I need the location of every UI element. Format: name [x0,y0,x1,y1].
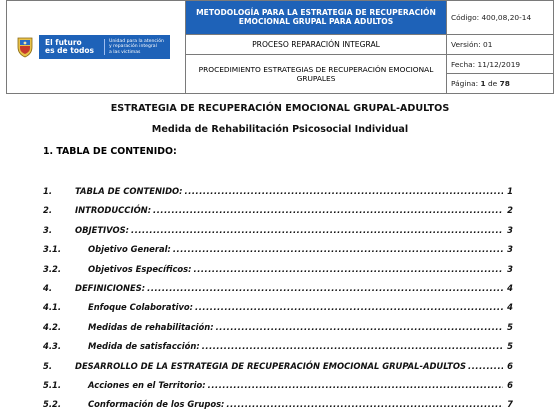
toc-entry[interactable] [43,205,513,224]
date-text: Fecha: 11/12/2019 [447,55,553,74]
toc-entry-label: Conformación de los Grupos: [88,399,225,410]
page-prefix: Página: [451,79,479,88]
toc-entry-number: 5. [43,360,53,371]
date-page-cell [447,55,554,94]
toc-entry-page: 2 [507,205,513,216]
toc-entry-number: 3.1. [43,244,62,255]
toc-leader-dots [202,341,503,351]
toc-leader-dots [468,361,503,371]
toc-entry-number: 3. [43,224,53,235]
logo-banner [39,35,170,59]
page-total: 78 [499,79,510,88]
toc-leader-dots [147,283,503,293]
document-main-title: ESTRATEGIA DE RECUPERACIÓN EMOCIONAL GRUPAL-ADULTOS [110,103,450,114]
toc-leader-dots [216,322,503,332]
toc-entry-number: 4. [43,282,53,293]
toc-entry-number: 4.1. [43,302,62,313]
toc-entry-number: 5.1. [43,379,62,390]
toc-entry-number: 5.2. [43,399,62,410]
toc-leader-dots [195,302,503,312]
toc-entry-page: 4 [507,282,513,293]
document-subtitle: Medida de Rehabilitación Psicosocial Individual [151,124,409,135]
toc-entry-number: 2. [43,205,53,216]
toc-entry[interactable] [43,244,513,263]
toc-entry-page: 3 [507,263,513,274]
toc-entry-number: 3.2. [43,263,62,274]
toc-entry-label: Enfoque Colaborativo: [88,302,194,313]
toc-leader-dots [185,186,503,196]
toc-leader-dots [131,225,503,235]
toc-entry-page: 6 [507,360,513,371]
toc-entry-number: 4.3. [43,341,62,352]
toc-entry-page: 7 [507,399,513,410]
toc-entry-label: DEFINICIONES: [75,282,146,293]
toc-entry[interactable] [43,361,513,380]
toc-entry[interactable] [43,341,513,360]
page-indicator [447,74,553,93]
toc-entry-page: 5 [507,321,513,332]
toc-entry-label: Objetivo General: [88,244,171,255]
logo-cell [7,1,186,94]
toc-entry[interactable] [43,186,513,205]
toc-leader-dots [208,380,503,390]
toc-entry-page: 3 [507,244,513,255]
toc-entry[interactable] [43,380,513,399]
toc-entry-page: 4 [507,302,513,313]
toc-entry-label: Objetivos Específicos: [88,263,192,274]
logo-sub-text: Unidad para la atención y reparación integral a las víctimas [104,39,164,55]
logo-main-text: El futuro es de todos [45,38,94,55]
toc-entry-page: 1 [507,186,513,196]
toc-entry-label: Medidas de rehabilitación: [88,321,214,332]
toc-leader-dots [226,399,503,409]
toc-entry-page: 5 [507,341,513,352]
toc-entry[interactable] [43,283,513,302]
toc-entry-label: Medida de satisfacción: [88,341,200,352]
toc-entry[interactable] [43,302,513,321]
toc-entry-label: INTRODUCCIÓN: [75,205,152,216]
toc-entry-number: 4.2. [43,321,62,332]
toc-leader-dots [173,244,503,254]
code-cell: Código: 400,08,20-14 [447,1,554,35]
toc-leader-dots [194,264,503,274]
coat-of-arms-icon [15,36,35,58]
process-cell: PROCESO REPARACIÓN INTEGRAL [186,35,447,55]
page-of: de [487,79,498,88]
version-cell: Versión: 01 [447,35,554,55]
procedure-cell: PROCEDIMIENTO ESTRATEGIAS DE RECUPERACIÓN EMOCIONAL GRUPALES [186,55,447,94]
toc-entry-label: OBJETIVOS: [75,224,130,235]
toc-entry-page: 6 [507,379,513,390]
toc-entry-label: DESARROLLO DE LA ESTRATEGIA DE RECUPERACIÓN EMOCIONAL GRUPAL-ADULTOS [75,360,467,371]
toc-leader-dots [153,205,503,215]
toc-entry[interactable] [43,225,513,244]
toc-entry-page: 3 [507,224,513,235]
table-of-contents [43,186,513,419]
document-header [6,0,554,94]
toc-entry[interactable] [43,399,513,418]
page-current: 1 [480,79,486,88]
document-title-cell: METODOLOGÍA PARA LA ESTRATEGIA DE RECUPERACIÓN EMOCIONAL GRUPAL PARA ADULTOS [186,1,447,35]
toc-entry-number: 1. [43,186,53,196]
toc-entry-label: Acciones en el Territorio: [88,379,206,390]
toc-entry[interactable] [43,322,513,341]
toc-entry[interactable] [43,264,513,283]
toc-section-heading: 1. TABLA DE CONTENIDO: [43,146,177,157]
toc-entry-label: TABLA DE CONTENIDO: [75,186,183,196]
